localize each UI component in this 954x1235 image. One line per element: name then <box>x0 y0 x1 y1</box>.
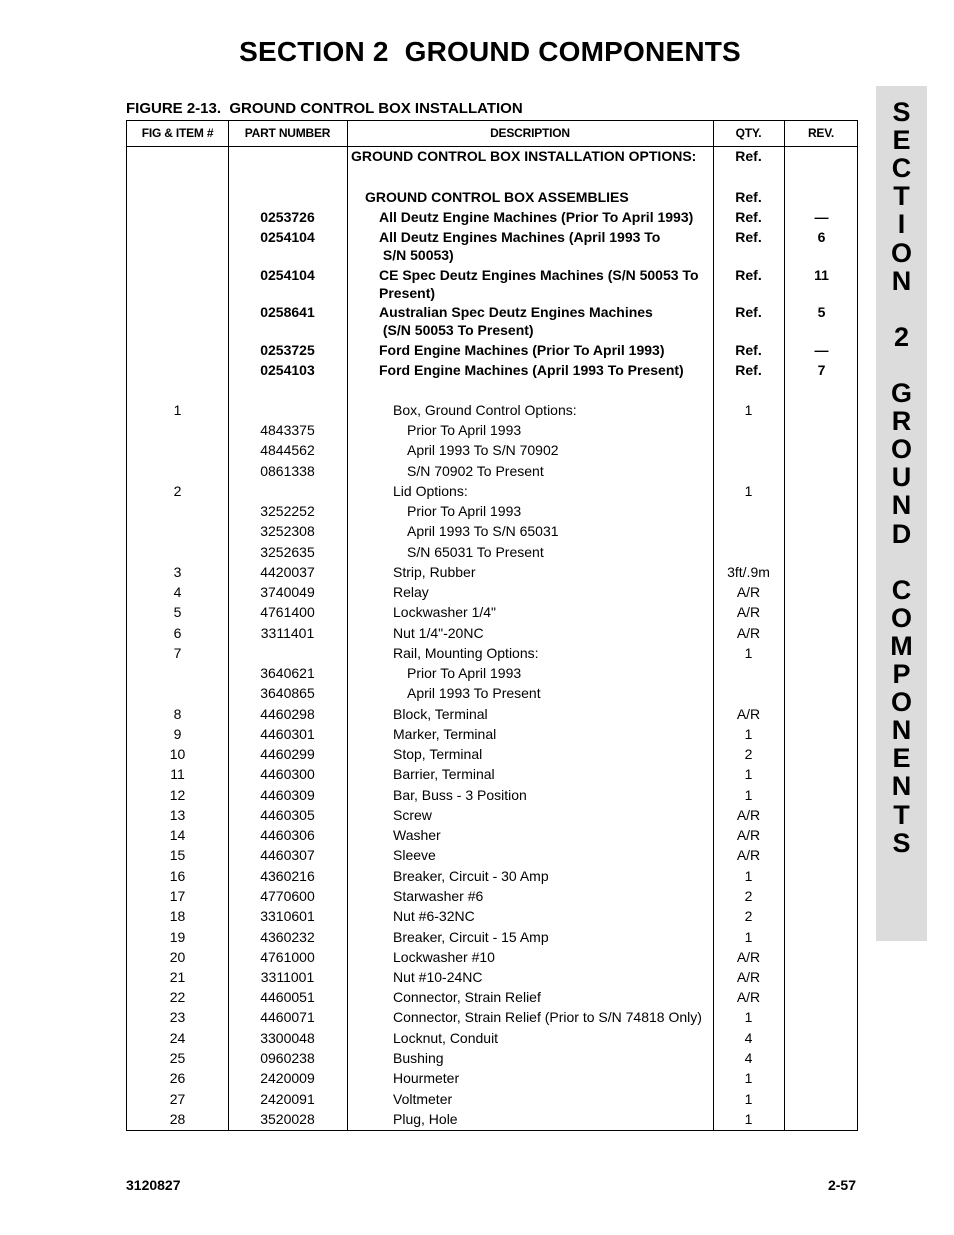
qty-cell: A/R <box>736 949 761 965</box>
item-number-cell: 12 <box>169 787 186 803</box>
part-number-cell: 4843375 <box>260 422 315 438</box>
qty-cell: 1 <box>744 483 753 499</box>
column-divider <box>347 121 348 1130</box>
part-number-cell: 2420091 <box>260 1091 315 1107</box>
part-number-cell: 4460300 <box>260 766 315 782</box>
side-tab-letter: N <box>891 265 912 296</box>
part-number-cell: 4770600 <box>260 888 315 904</box>
description-cell: Hourmeter <box>393 1070 460 1086</box>
description-cell: Breaker, Circuit - 30 Amp <box>393 868 549 884</box>
rev-cell: — <box>814 209 829 225</box>
item-number-cell: 8 <box>173 706 182 722</box>
part-number-cell: 3311401 <box>260 625 315 641</box>
part-number-cell: 3310601 <box>260 908 315 924</box>
part-number-cell: 0254103 <box>260 362 315 378</box>
part-number-cell: 4460298 <box>260 706 315 722</box>
part-number-cell: 3300048 <box>260 1030 315 1046</box>
item-number-cell: 16 <box>169 868 186 884</box>
qty-cell: 1 <box>744 726 753 742</box>
item-number-cell: 26 <box>169 1070 186 1086</box>
description-cell: Ford Engine Machines (Prior To April 1993) <box>379 342 665 358</box>
qty-cell: 4 <box>744 1050 753 1066</box>
rev-cell: — <box>814 342 829 358</box>
part-number-cell: 4420037 <box>260 564 315 580</box>
qty-cell: 2 <box>744 888 753 904</box>
side-tab-letter: N <box>891 490 912 521</box>
side-tab-letter: E <box>892 125 911 156</box>
part-number-cell: 3252252 <box>260 503 315 519</box>
part-number-cell: 4761400 <box>260 604 315 620</box>
description-cell: Bar, Buss - 3 Position <box>393 787 527 803</box>
qty-cell: 2 <box>744 746 753 762</box>
description-cell: Breaker, Circuit - 15 Amp <box>393 929 549 945</box>
header-item: FIG & ITEM # <box>141 126 214 140</box>
part-number-cell: 4761000 <box>260 949 315 965</box>
qty-cell: 1 <box>744 868 753 884</box>
part-number-cell: 0254104 <box>260 267 315 283</box>
description-cell: Washer <box>393 827 441 843</box>
part-number-cell: 4460309 <box>260 787 315 803</box>
rev-cell: 7 <box>817 362 826 378</box>
side-tab-letter: S <box>892 827 911 858</box>
qty-cell: A/R <box>736 625 761 641</box>
description-cell: April 1993 To Present <box>407 685 541 701</box>
description-cell: Screw <box>393 807 432 823</box>
part-number-cell: 3640865 <box>260 685 315 701</box>
description-cell: Relay <box>393 584 429 600</box>
qty-cell: 1 <box>744 645 753 661</box>
item-number-cell: 18 <box>169 908 186 924</box>
qty-cell: A/R <box>736 604 761 620</box>
header-rev: REV. <box>807 126 835 140</box>
description-cell: S/N 65031 To Present <box>407 544 544 560</box>
item-number-cell: 4 <box>173 584 182 600</box>
description-cell: GROUND CONTROL BOX ASSEMBLIES <box>365 189 629 205</box>
rev-cell: 6 <box>817 229 826 245</box>
qty-cell: 1 <box>744 1111 753 1127</box>
description-cell: Voltmeter <box>393 1091 453 1107</box>
item-number-cell: 9 <box>173 726 182 742</box>
description-cell: Starwasher #6 <box>393 888 484 904</box>
qty-cell: Ref. <box>735 362 762 378</box>
item-number-cell: 23 <box>169 1009 186 1025</box>
item-number-cell: 5 <box>173 604 182 620</box>
side-tab-letter: C <box>891 574 912 605</box>
qty-cell: A/R <box>736 807 761 823</box>
part-number-cell: 0254104 <box>260 229 315 245</box>
item-number-cell: 19 <box>169 929 186 945</box>
description-cell: Nut #6-32NC <box>393 908 475 924</box>
item-number-cell: 22 <box>169 989 186 1005</box>
side-tab-letter: R <box>891 406 912 437</box>
item-number-cell: 24 <box>169 1030 186 1046</box>
description-cell: Prior To April 1993 <box>407 665 522 681</box>
qty-cell: 1 <box>744 402 753 418</box>
item-number-cell: 27 <box>169 1091 186 1107</box>
item-number-cell: 11 <box>170 766 185 782</box>
rev-cell: 5 <box>817 304 826 320</box>
description-cell: Ford Engine Machines (April 1993 To Present) <box>379 362 684 378</box>
part-number-cell: 0258641 <box>260 304 315 320</box>
side-tab-letter: E <box>892 743 911 774</box>
side-tab-letter: D <box>891 518 912 549</box>
side-tab-letter: M <box>890 630 913 661</box>
part-number-cell: 0253725 <box>260 342 315 358</box>
qty-cell: Ref. <box>735 342 762 358</box>
description-cell: Stop, Terminal <box>393 746 483 762</box>
side-tab-letter: O <box>890 237 912 268</box>
description-cell: Block, Terminal <box>393 706 488 722</box>
qty-cell: Ref. <box>735 267 762 283</box>
side-tab-letter: O <box>890 602 912 633</box>
item-number-cell: 10 <box>169 746 186 762</box>
description-cell: Plug, Hole <box>393 1111 458 1127</box>
part-number-cell: 0253726 <box>260 209 315 225</box>
item-number-cell: 1 <box>173 402 182 418</box>
qty-cell: A/R <box>736 827 761 843</box>
side-tab-letter: T <box>893 181 910 212</box>
part-number-cell: 4460051 <box>260 989 315 1005</box>
item-number-cell: 15 <box>169 847 186 863</box>
description-cell: S/N 70902 To Present <box>407 463 544 479</box>
document-number: 3120827 <box>126 1177 181 1193</box>
description-cell: Strip, Rubber <box>393 564 476 580</box>
part-number-cell: 4360216 <box>260 868 315 884</box>
description-cell: All Deutz Engine Machines (Prior To April 1993) <box>379 209 694 225</box>
item-number-cell: 28 <box>169 1111 186 1127</box>
parts-table <box>126 120 858 1131</box>
part-number-cell: 4460307 <box>260 847 315 863</box>
qty-cell: 1 <box>744 766 753 782</box>
qty-cell: 1 <box>744 787 753 803</box>
description-cell: Nut 1/4"-20NC <box>393 625 484 641</box>
item-number-cell: 14 <box>169 827 186 843</box>
description-cell: Sleeve <box>393 847 436 863</box>
rev-cell: 11 <box>814 267 829 283</box>
item-number-cell: 25 <box>169 1050 186 1066</box>
description-cell: April 1993 To S/N 65031 <box>407 523 559 539</box>
description-cell: GROUND CONTROL BOX INSTALLATION OPTIONS: <box>351 148 697 164</box>
section-title: SECTION 2 GROUND COMPONENTS <box>239 36 741 67</box>
qty-cell: A/R <box>736 706 761 722</box>
item-number-cell: 21 <box>169 969 186 985</box>
item-number-cell: 17 <box>169 888 186 904</box>
part-number-cell: 0861338 <box>260 463 315 479</box>
part-number-cell: 4460071 <box>260 1009 315 1025</box>
qty-cell: 4 <box>744 1030 753 1046</box>
side-tab-letter: N <box>891 715 912 746</box>
item-number-cell: 3 <box>173 564 182 580</box>
description-cell: Connector, Strain Relief (Prior to S/N 74818 Only) <box>393 1009 702 1025</box>
side-tab-letter: C <box>891 153 912 184</box>
qty-cell: 1 <box>744 1091 753 1107</box>
part-number-cell: 3252308 <box>260 523 315 539</box>
part-number-cell: 4360232 <box>260 929 315 945</box>
side-tab-letter: T <box>893 799 910 830</box>
item-number-cell: 2 <box>173 483 182 499</box>
description-cell: Box, Ground Control Options: <box>393 402 577 418</box>
part-number-cell: 4844562 <box>260 442 315 458</box>
qty-cell: 1 <box>744 929 753 945</box>
side-tab-letter: I <box>897 209 906 240</box>
side-tab-letter: O <box>890 434 912 465</box>
description-cell: April 1993 To S/N 70902 <box>407 442 559 458</box>
part-number-cell: 3520028 <box>260 1111 315 1127</box>
qty-cell: A/R <box>736 847 761 863</box>
description-cell: Lid Options: <box>393 483 468 499</box>
header-description: DESCRIPTION <box>490 126 570 140</box>
description-cell: Nut #10-24NC <box>393 969 483 985</box>
section-side-tab <box>876 86 927 941</box>
description-cell: Lockwasher #10 <box>393 949 495 965</box>
qty-cell: 1 <box>744 1070 753 1086</box>
side-tab-letter: 2 <box>893 321 910 352</box>
part-number-cell: 4460299 <box>260 746 315 762</box>
qty-cell: Ref. <box>735 209 762 225</box>
header-qty: QTY. <box>735 126 762 140</box>
qty-cell: 3ft/.9m <box>727 564 770 580</box>
qty-cell: A/R <box>736 969 761 985</box>
part-number-cell: 2420009 <box>260 1070 315 1086</box>
qty-cell: Ref. <box>735 229 762 245</box>
qty-cell: Ref. <box>735 148 762 164</box>
part-number-cell: 0960238 <box>260 1050 315 1066</box>
side-tab-letter: U <box>891 462 912 493</box>
description-cell: Locknut, Conduit <box>393 1030 499 1046</box>
side-tab-letter: N <box>891 771 912 802</box>
description-cell: Australian Spec Deutz Engines Machines (S/N 50053 To Present) <box>379 304 653 338</box>
figure-title: FIGURE 2-13. GROUND CONTROL BOX INSTALLATION <box>126 100 523 117</box>
qty-cell: A/R <box>736 989 761 1005</box>
qty-cell: Ref. <box>735 304 762 320</box>
part-number-cell: 3311001 <box>260 969 315 985</box>
item-number-cell: 20 <box>169 949 186 965</box>
description-cell: Prior To April 1993 <box>407 422 522 438</box>
description-cell: CE Spec Deutz Engines Machines (S/N 50053 To Present) <box>379 267 699 301</box>
qty-cell: Ref. <box>735 189 762 205</box>
description-cell: Connector, Strain Relief <box>393 989 541 1005</box>
side-tab-letter: P <box>892 659 911 689</box>
part-number-cell: 4460305 <box>260 807 315 823</box>
item-number-cell: 13 <box>169 807 186 823</box>
page-number: 2-57 <box>827 1177 856 1193</box>
qty-cell: 1 <box>744 1009 753 1025</box>
side-tab-letter: S <box>892 97 911 127</box>
part-number-cell: 4460301 <box>260 726 315 742</box>
qty-cell: A/R <box>736 584 761 600</box>
description-cell: Bushing <box>393 1050 444 1066</box>
item-number-cell: 6 <box>173 625 182 641</box>
item-number-cell: 7 <box>173 645 182 661</box>
part-number-cell: 4460306 <box>260 827 315 843</box>
header-part-number: PART NUMBER <box>244 126 331 140</box>
description-cell: Prior To April 1993 <box>407 503 522 519</box>
description-cell: All Deutz Engines Machines (April 1993 To S/N 50053) <box>379 229 661 263</box>
part-number-cell: 3640621 <box>260 665 315 681</box>
description-cell: Lockwasher 1/4" <box>393 604 497 620</box>
description-cell: Barrier, Terminal <box>393 766 495 782</box>
description-cell: Rail, Mounting Options: <box>393 645 539 661</box>
qty-cell: 2 <box>744 908 753 924</box>
part-number-cell: 3252635 <box>260 544 315 560</box>
side-tab-letter: G <box>890 378 912 408</box>
description-cell: Marker, Terminal <box>393 726 497 742</box>
part-number-cell: 3740049 <box>260 584 315 600</box>
side-tab-letter: O <box>890 687 912 718</box>
